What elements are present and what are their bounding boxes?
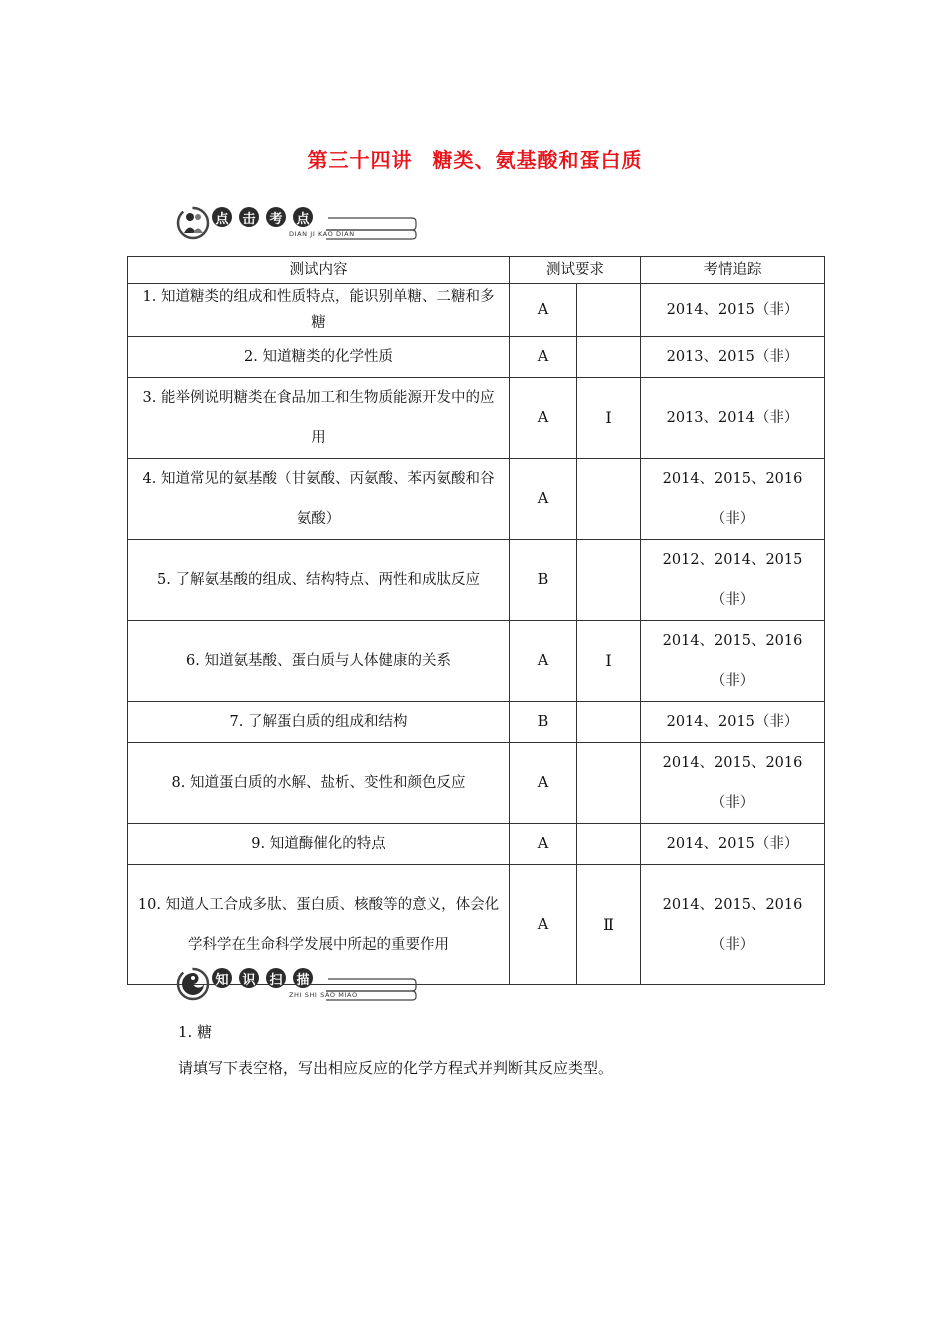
table-row — [128, 702, 825, 743]
badge-title — [212, 207, 313, 227]
cell-level — [577, 702, 641, 743]
cell-level — [577, 540, 641, 621]
section-instruction: 请填写下表空格，写出相应反应的化学方程式并判断其反应类型。 — [178, 1059, 614, 1077]
badge-char: 击 — [239, 207, 259, 227]
cell-level — [577, 459, 641, 540]
cell-years: 2014、2015（非） — [641, 824, 825, 865]
cell-requirement: A — [510, 865, 577, 985]
cell-content: 6. 知道氨基酸、蛋白质与人体健康的关系 — [128, 621, 510, 702]
lecture-topic: 糖类、氨基酸和蛋白质 — [432, 148, 643, 172]
cell-level — [577, 743, 641, 824]
cell-years: 2014、2015、2016（非） — [641, 865, 825, 985]
badge-char: 点 — [293, 207, 313, 227]
header-content: 测试内容 — [128, 257, 510, 284]
badge-char: 点 — [212, 207, 232, 227]
cell-years: 2014、2015、2016（非） — [641, 621, 825, 702]
swirl-logo-icon — [176, 967, 210, 1001]
table-row — [128, 743, 825, 824]
table-row — [128, 378, 825, 459]
cell-content: 7. 了解蛋白质的组成和结构 — [128, 702, 510, 743]
cell-content: 9. 知道酶催化的特点 — [128, 824, 510, 865]
cell-content: 8. 知道蛋白质的水解、盐析、变性和颜色反应 — [128, 743, 510, 824]
cell-years: 2014、2015（非） — [641, 284, 825, 337]
cell-level — [577, 824, 641, 865]
lecture-number: 第三十四讲 — [307, 148, 413, 172]
table-row — [128, 824, 825, 865]
cell-requirement: B — [510, 702, 577, 743]
requirements-table — [127, 256, 825, 985]
badge-pinyin: ZHI SHI SAO MIAO — [289, 991, 358, 999]
cell-years: 2014、2015、2016（非） — [641, 459, 825, 540]
table-row — [128, 621, 825, 702]
table-row — [128, 540, 825, 621]
cell-content: 3. 能举例说明糖类在食品加工和生物质能源开发中的应用 — [128, 378, 510, 459]
cell-content: 5. 了解氨基酸的组成、结构特点、两性和成肽反应 — [128, 540, 510, 621]
table-row — [128, 337, 825, 378]
table-row — [128, 284, 825, 337]
badge-char: 考 — [266, 207, 286, 227]
cell-level: Ⅱ — [577, 865, 641, 985]
cell-content: 10. 知道人工合成多肽、蛋白质、核酸等的意义，体会化学科学在生命科学发展中所起的重要作用 — [128, 865, 510, 985]
cell-requirement: A — [510, 743, 577, 824]
section-badge-zhishi — [176, 967, 421, 1003]
badge-char: 扫 — [266, 968, 286, 988]
page-title — [0, 144, 950, 173]
cell-level — [577, 284, 641, 337]
cell-years: 2014、2015（非） — [641, 702, 825, 743]
cell-content: 1. 知道糖类的组成和性质特点，能识别单糖、二糖和多糖 — [128, 284, 510, 337]
header-requirement: 测试要求 — [510, 257, 641, 284]
cell-level: Ⅰ — [577, 378, 641, 459]
person-logo-icon — [176, 206, 210, 240]
cell-requirement: B — [510, 540, 577, 621]
badge-char: 描 — [293, 968, 313, 988]
cell-requirement: A — [510, 621, 577, 702]
cell-requirement: A — [510, 337, 577, 378]
cell-years: 2013、2014（非） — [641, 378, 825, 459]
header-tracking: 考情追踪 — [641, 257, 825, 284]
table-header-row — [128, 257, 825, 284]
table-row — [128, 459, 825, 540]
badge-char: 知 — [212, 968, 232, 988]
cell-level — [577, 337, 641, 378]
cell-requirement: A — [510, 459, 577, 540]
cell-level: Ⅰ — [577, 621, 641, 702]
badge-pinyin: DIAN JI KAO DIAN — [289, 230, 355, 238]
cell-requirement: A — [510, 824, 577, 865]
badge-title — [212, 968, 313, 988]
cell-years: 2013、2015（非） — [641, 337, 825, 378]
section-heading: 1. 糖 — [178, 1023, 213, 1041]
cell-years: 2012、2014、2015（非） — [641, 540, 825, 621]
cell-requirement: A — [510, 284, 577, 337]
cell-content: 2. 知道糖类的化学性质 — [128, 337, 510, 378]
cell-content: 4. 知道常见的氨基酸（甘氨酸、丙氨酸、苯丙氨酸和谷氨酸） — [128, 459, 510, 540]
badge-char: 识 — [239, 968, 259, 988]
cell-years: 2014、2015、2016（非） — [641, 743, 825, 824]
section-badge-kaodian — [176, 206, 421, 242]
cell-requirement: A — [510, 378, 577, 459]
